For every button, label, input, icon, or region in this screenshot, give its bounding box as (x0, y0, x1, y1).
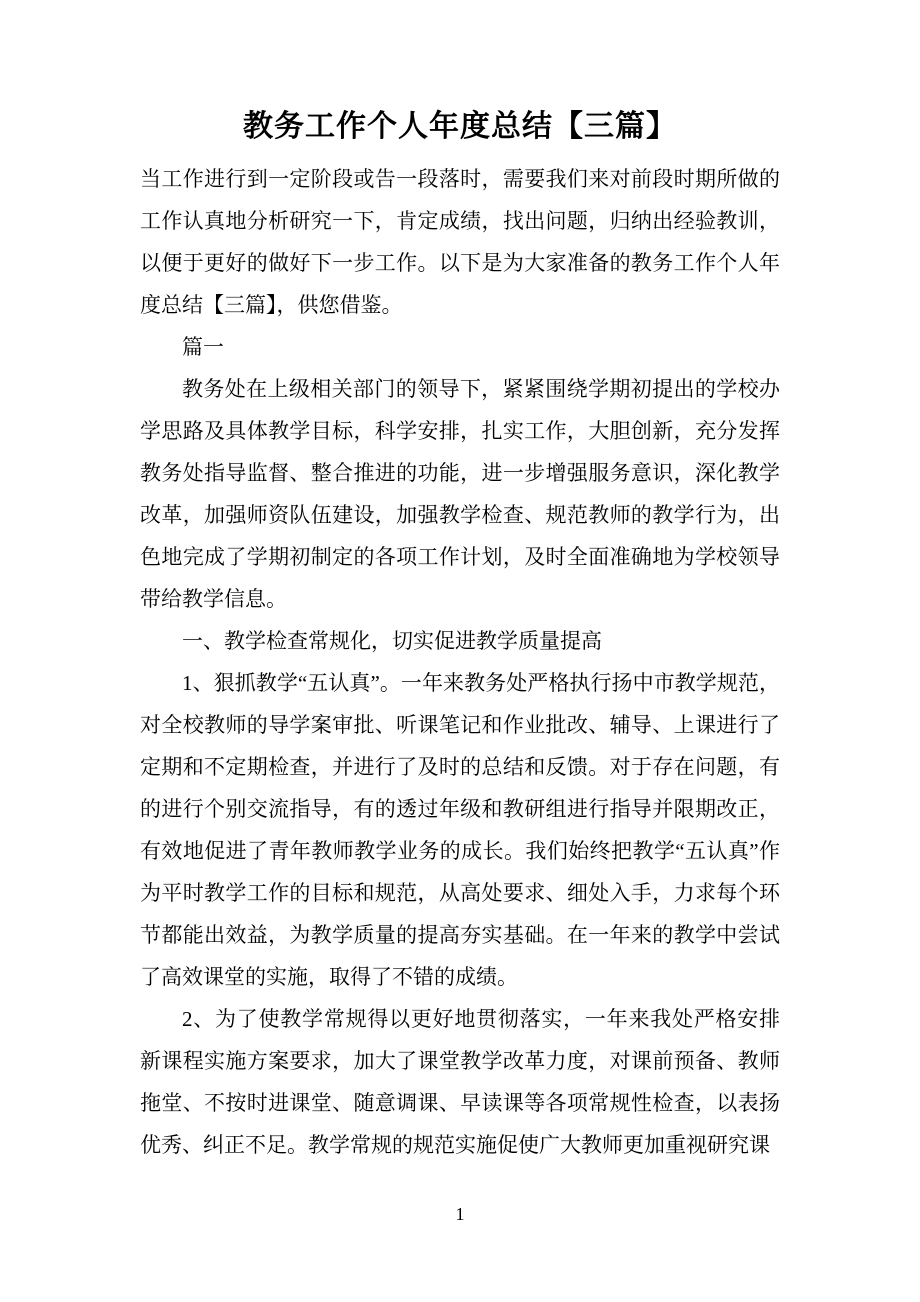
paragraph: 篇一 (182, 335, 224, 359)
document-body (140, 158, 780, 1166)
document-title: 教务工作个人年度总结【三篇】 (243, 110, 677, 143)
page-number: 1 (455, 1204, 465, 1224)
paragraph: 教务处在上级相关部门的领导下，紧紧围绕学期初提出的学校办学思路及具体教学目标，科学安排，扎实工作，大胆创新，充分发挥教务处指导监督、整合推进的功能，进一步增强服务意识，深化教学改革，加强师资队伍建设，加强教学检查、规范教师的教学行为，出色地完成了学期初制定的各项工作计划，及时全面准确地为学校领导带给教学信息。 (140, 377, 780, 611)
paragraph: 一、教学检查常规化，切实促进教学质量提高 (182, 629, 602, 653)
paragraph: 1、狠抓教学“五认真”。一年来教务处严格执行扬中市教学规范，对全校教师的导学案审批、听课笔记和作业批改、辅导、上课进行了定期和不定期检查，并进行了及时的总结和反馈。对于存在问题，有的进行个别交流指导，有的透过年级和教研组进行指导并限期改正，有效地促进了青年教师教学业务的成长。我们始终把教学“五认真”作为平时教学工作的目标和规范，从高处要求、细处入手，力求每个环节都能出效益，为教学质量的提高夯实基础。在一年来的教学中尝试了高效课堂的实施，取得了不错的成绩。 (140, 671, 780, 989)
paragraph: 当工作进行到一定阶段或告一段落时，需要我们来对前段时期所做的工作认真地分析研究一下，肯定成绩，找出问题，归纳出经验教训，以便于更好的做好下一步工作。以下是为大家准备的教务工作个人年度总结【三篇】，供您借鉴。 (140, 167, 780, 317)
page-footer (0, 1203, 920, 1225)
paragraph: 2、为了使教学常规得以更好地贯彻落实，一年来我处严格安排新课程实施方案要求，加大了课堂教学改革力度，对课前预备、教师拖堂、不按时进课堂、随意调课、早读课等各项常规性检查，以表扬优秀、纠正不足。教学常规的规范实施促使广大教师更加重视研究课 (140, 1007, 780, 1157)
